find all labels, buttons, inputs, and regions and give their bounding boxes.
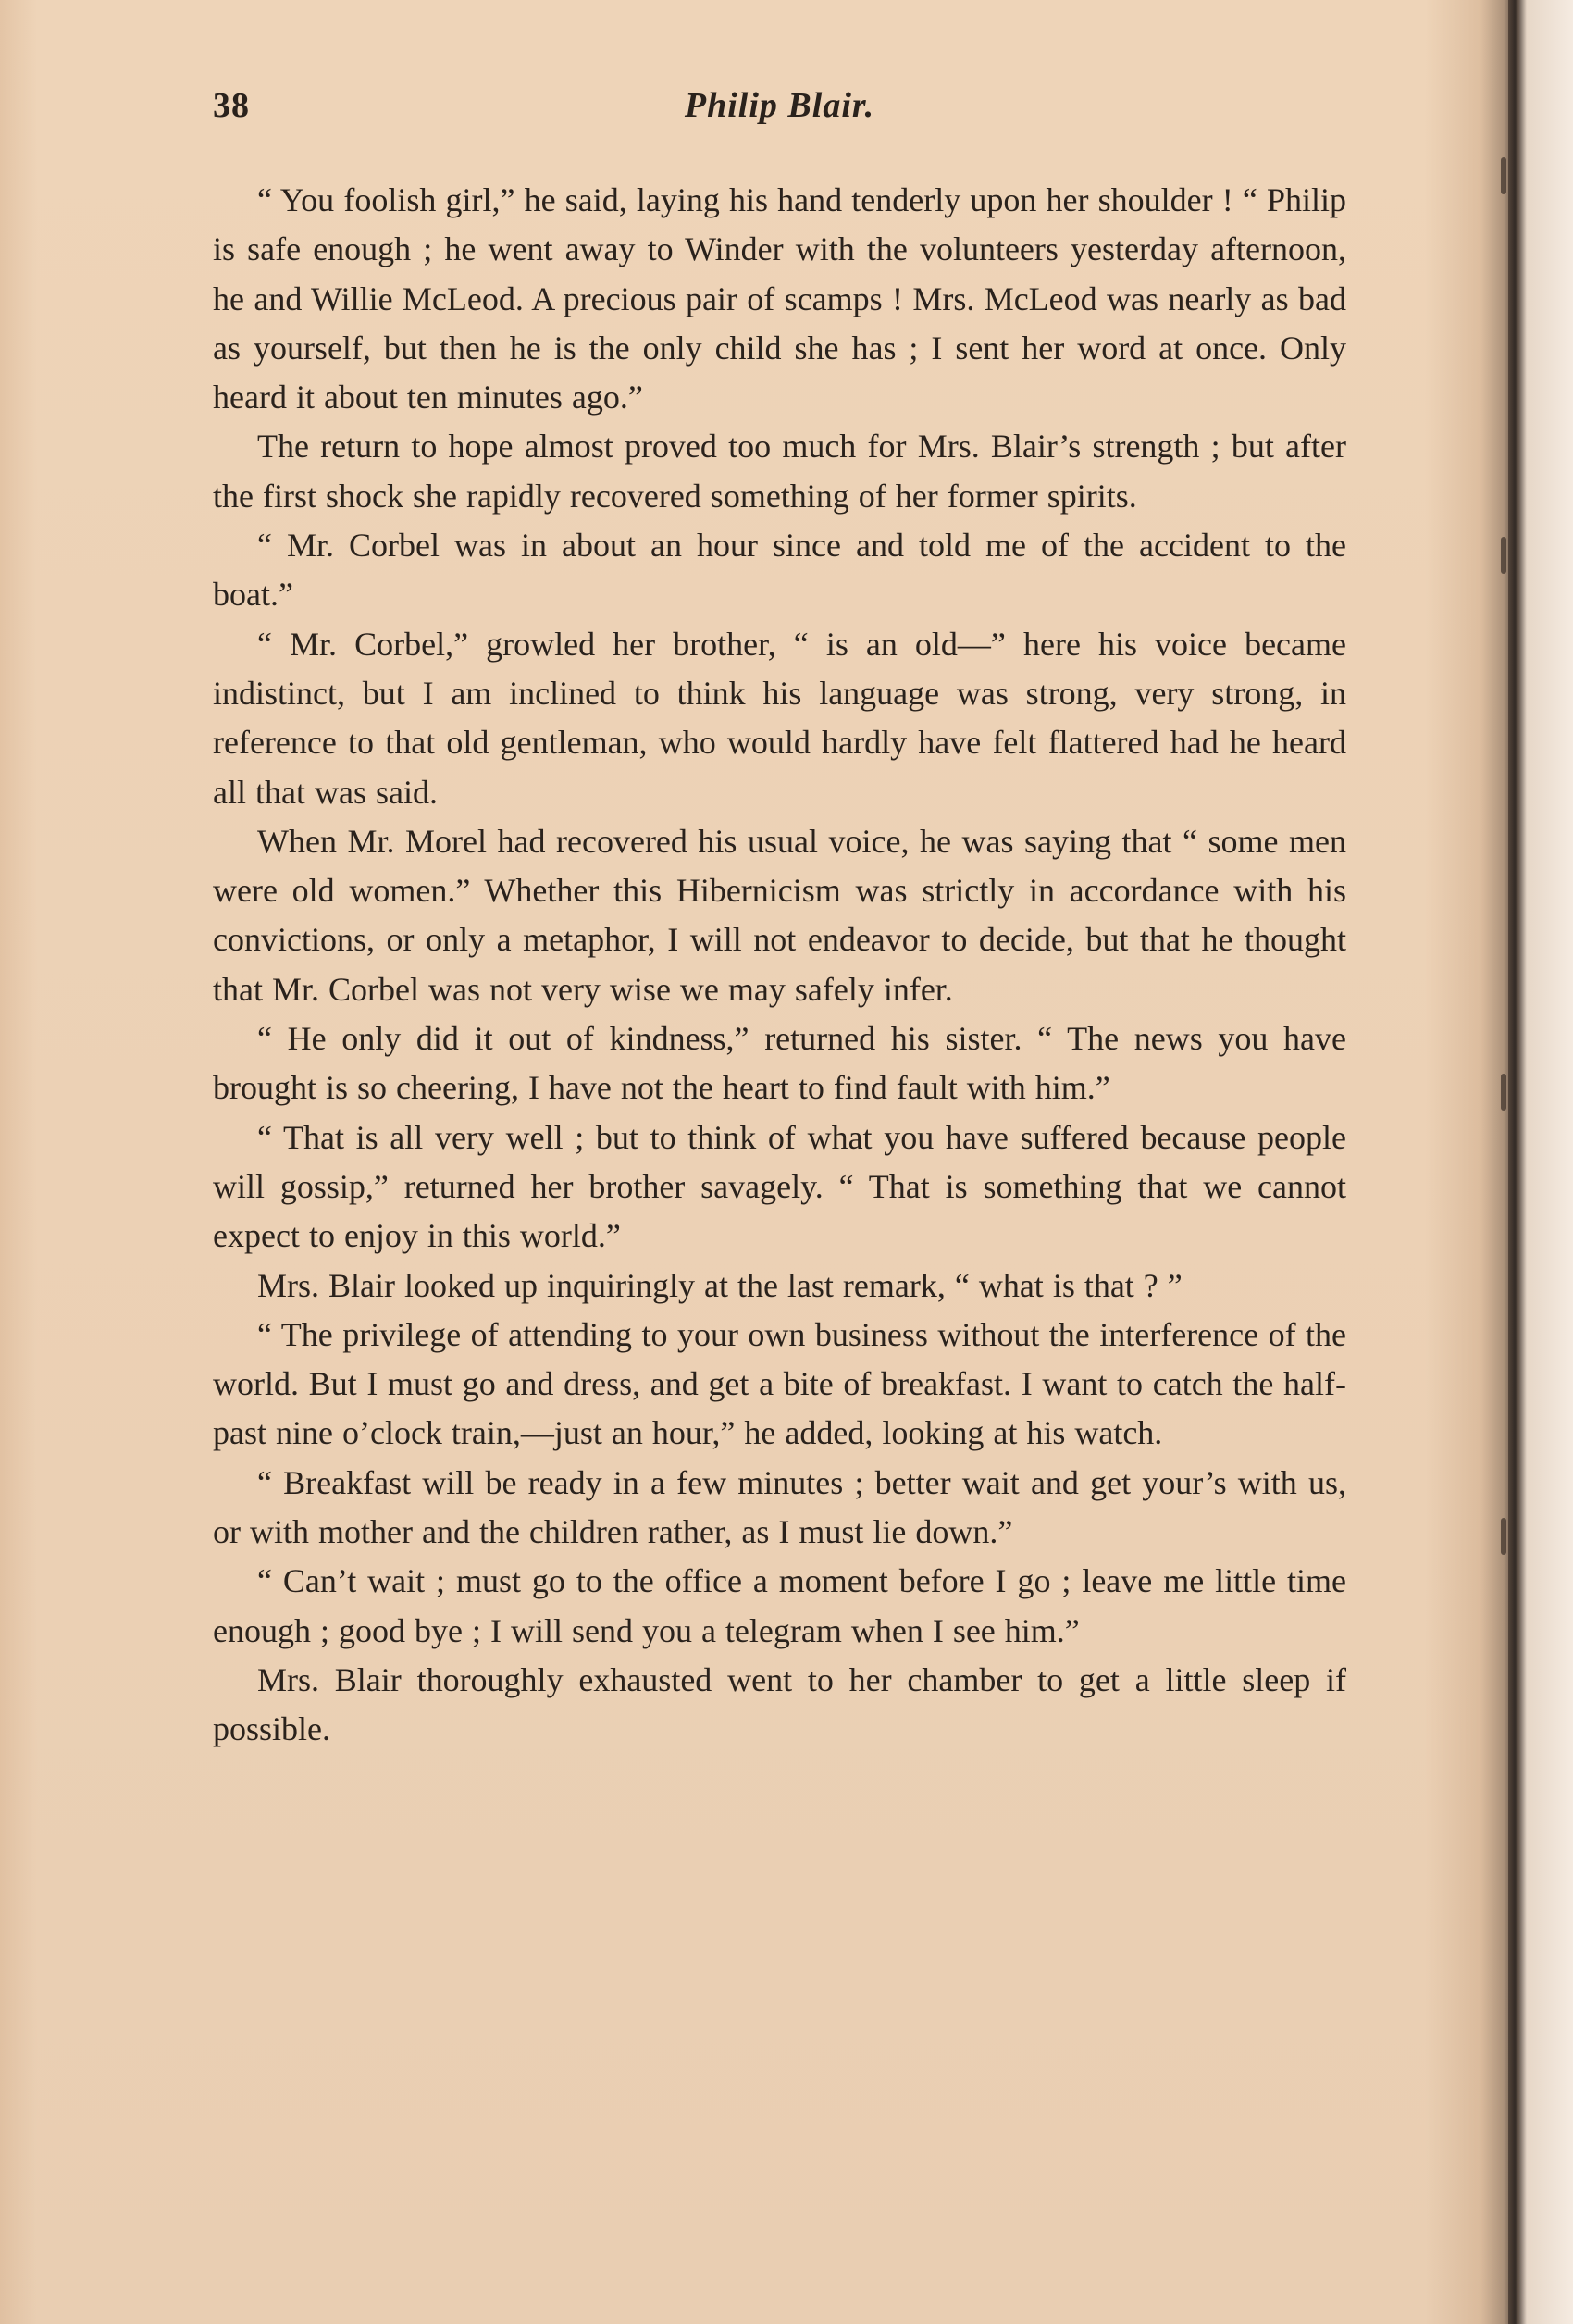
edge-mark (1501, 1074, 1506, 1111)
body-text (213, 176, 1346, 1755)
paragraph: The return to hope almost proved too much for Mrs. Blair’s strength ; but after the first shock she rapidly recovered something of her former spirits. (213, 428, 1346, 515)
running-title: Philip Blair. (684, 86, 875, 125)
paragraph: “ Breakfast will be ready in a few minutes ; better wait and get your’s with us, or with mother and the children rather, as I must lie down.” (213, 1463, 1346, 1551)
paragraph: “ You foolish girl,” he said, laying his hand tenderly upon her shoulder ! “ Philip is safe enough ; he went away to Winder with the volunteers yesterday afternoon, he and Willie McLeod. A precious pair of scamps ! Mrs. McLeod was nearly as bad as yourself, but then he is the only child she has ; I sent her word at once. Only heard it about ten minutes ago.” (213, 181, 1346, 416)
paragraph: Mrs. Blair thoroughly exhausted went to her chamber to get a little sleep if possible. (213, 1660, 1346, 1748)
paragraph: “ Mr. Corbel was in about an hour since and told me of the accident to the boat.” (213, 527, 1346, 614)
paragraph: “ That is all very well ; but to think of what you have suffered because people will gossip,” returned her brother savagely. “ That is something that we cannot expect to enjoy in this world.” (213, 1118, 1346, 1255)
book-spine (1508, 0, 1519, 2324)
paragraph: “ He only did it out of kindness,” returned his sister. “ The news you have brought is so cheering, I have not the heart to find fault with him.” (213, 1020, 1346, 1107)
paragraph: “ The privilege of attending to your own business without the interference of the world. But I must go and dress, and get a bite of breakfast. I want to catch the half-past nine o’clock train,—just an hour,” he added, looking at his watch. (213, 1315, 1346, 1452)
paragraph: When Mr. Morel had recovered his usual voice, he was saying that “ some men were old women.” Whether this Hibernicism was strictly in accordance with his convictions, or only a metaphor, I will not endeavor to decide, but that he thought that Mr. Corbel was not very wise we may safely infer. (213, 822, 1346, 1008)
paragraph: “ Mr. Corbel,” growled her brother, “ is an old—” here his voice became indistinct, but I am inclined to think his language was strong, very strong, in reference to that old gentleman, who would hardly have felt flattered had he heard all that was said. (213, 625, 1346, 811)
page-number: 38 (213, 86, 250, 125)
paragraph: Mrs. Blair looked up inquiringly at the last remark, “ what is that ? ” (257, 1266, 1183, 1304)
edge-mark (1501, 537, 1506, 574)
page-header (213, 85, 1346, 131)
edge-mark (1501, 157, 1506, 194)
paragraph: “ Can’t wait ; must go to the office a moment before I go ; leave me little time enough ; good bye ; I will send you a telegram when I see him.” (213, 1562, 1346, 1649)
edge-mark (1501, 1518, 1506, 1555)
